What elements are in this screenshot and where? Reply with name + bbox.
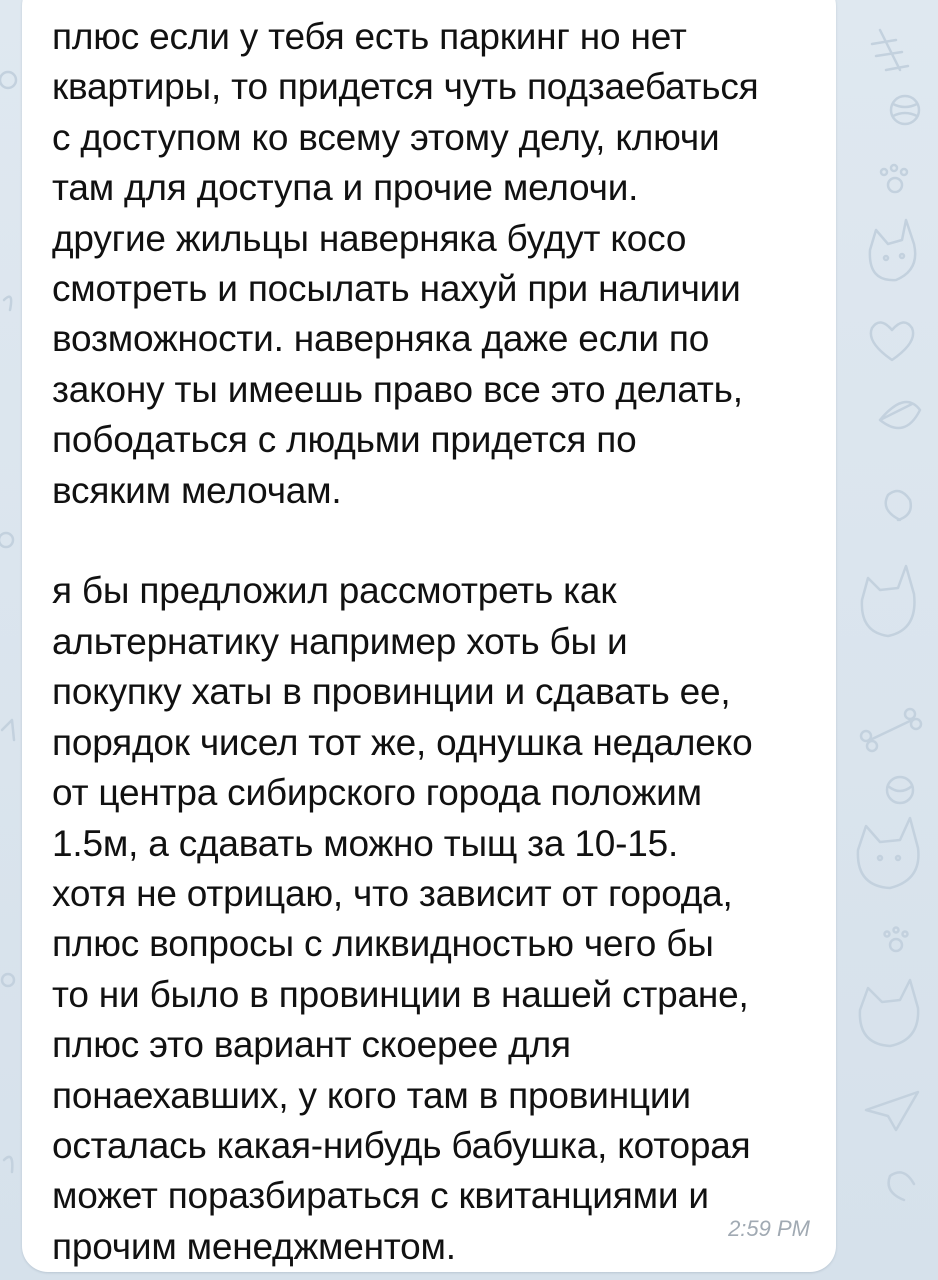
paw-doodle-icon [885,928,908,952]
cat-doodle-icon [858,818,919,888]
plane-doodle-icon [866,1092,918,1130]
leaf-doodle-icon [880,402,920,428]
left-edge-doodles [0,72,16,1172]
fish-bone-doodle-icon [872,30,908,70]
cat-doodle-icon [860,980,918,1046]
swirl-doodle-icon [889,1172,914,1200]
yarn-ball-doodle-icon [891,96,919,124]
yarn-ball-doodle-icon [887,777,913,803]
message-text: плюс если у тебя есть паркинг но нет квартиры, то придется чуть подзаебаться с доступом ко всему этому делу, ключи там для доступа и прочие мелочи. другие жильцы наверняка будут косо смотреть и посылать нахуй при наличии возможности. наверняка даже если по закону ты имеешь право все это делать, пободаться с людьми придется по всяким мелочам. я бы предложил рассмотреть как альтернатику например хоть бы и покупку хаты в провинции и сдавать ее, порядок чисел тот же, однушка недалеко от центра сибирского города положим 1.5м, а сдавать можно тыщ за 10-15. хотя не отрицаю, что зависит от города, плюс вопросы с ликвидностью чего бы то ни было в провинции в нашей стране, плюс это вариант скоерее для понаехавших, у кого там в провинции осталась какая-нибудь бабушка, которая может поразбираться с квитанциями и прочим менеджментом. [52,16,759,1267]
heart-doodle-icon [871,322,913,360]
paw-doodle-icon [881,165,907,192]
swirl-doodle-icon [886,491,911,520]
message-bubble[interactable] [22,0,836,1272]
bone-doodle-icon [861,709,921,751]
message-timestamp: 2:59 PM [728,1216,810,1241]
cat-doodle-icon [870,220,915,280]
cat-doodle-icon [862,566,915,636]
